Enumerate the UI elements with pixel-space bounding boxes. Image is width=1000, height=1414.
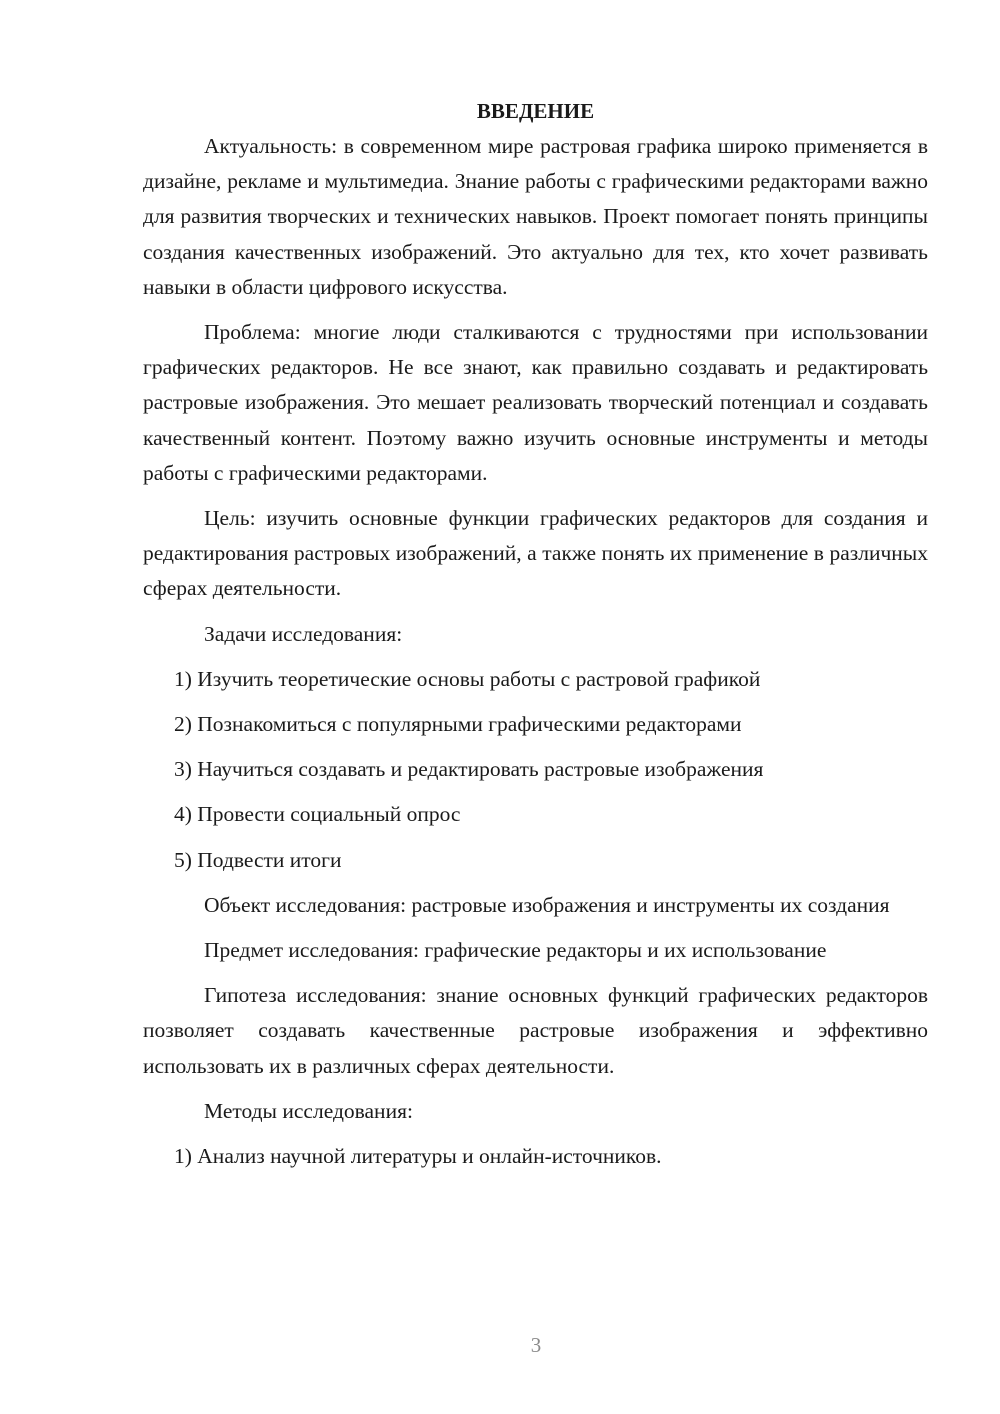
task-item: 1) Изучить теоретические основы работы с растровой графикой [174,666,761,691]
page-title: ВВЕДЕНИЕ [476,99,595,123]
page-number: 3 [530,1333,542,1357]
relevance-paragraph: Актуальность: в современном мире растровая графика широко применяется в дизайне, рекламе и мультимедиа. Знание работы с графическими редакторами важно для развития творческих и технических навыков. Проект помогает понять принципы создания качественных изображений. Это актуально для тех, кто хочет развивать навыки в области цифрового искусства. [143,134,928,299]
task-item: 3) Научиться создавать и редактировать растровые изображения [174,757,764,782]
object-paragraph: Объект исследования: растровые изображения и инструменты их создания [204,892,890,917]
task-item: 4) Провести социальный опрос [174,802,461,827]
subject-paragraph: Предмет исследования: графические редакторы и их использование [204,938,827,963]
goal-paragraph: Цель: изучить основные функции графических редакторов для создания и редактирования растровых изображений, а также понять их применение в различных сферах деятельности. [143,506,928,601]
problem-paragraph: Проблема: многие люди сталкиваются с трудностями при использовании графических редакторов. Не все знают, как правильно создавать и редактировать растровые изображения. Это мешает реализовать творческий потенциал и создавать качественный контент. Поэтому важно изучить основные инструменты и методы работы с графическими редакторами. [143,320,928,485]
method-item: 1) Анализ научной литературы и онлайн-источников. [174,1144,662,1169]
task-item: 2) Познакомиться с популярными графическими редакторами [174,712,742,737]
hypothesis-paragraph: Гипотеза исследования: знание основных функций графических редакторов позволяет создавать качественные растровые изображения и эффективно использовать их в различных сферах деятельности. [143,983,928,1078]
methods-heading: Методы исследования: [204,1098,413,1123]
page-content [143,94,928,1174]
tasks-heading: Задачи исследования: [204,621,403,646]
task-item: 5) Подвести итоги [174,847,342,872]
